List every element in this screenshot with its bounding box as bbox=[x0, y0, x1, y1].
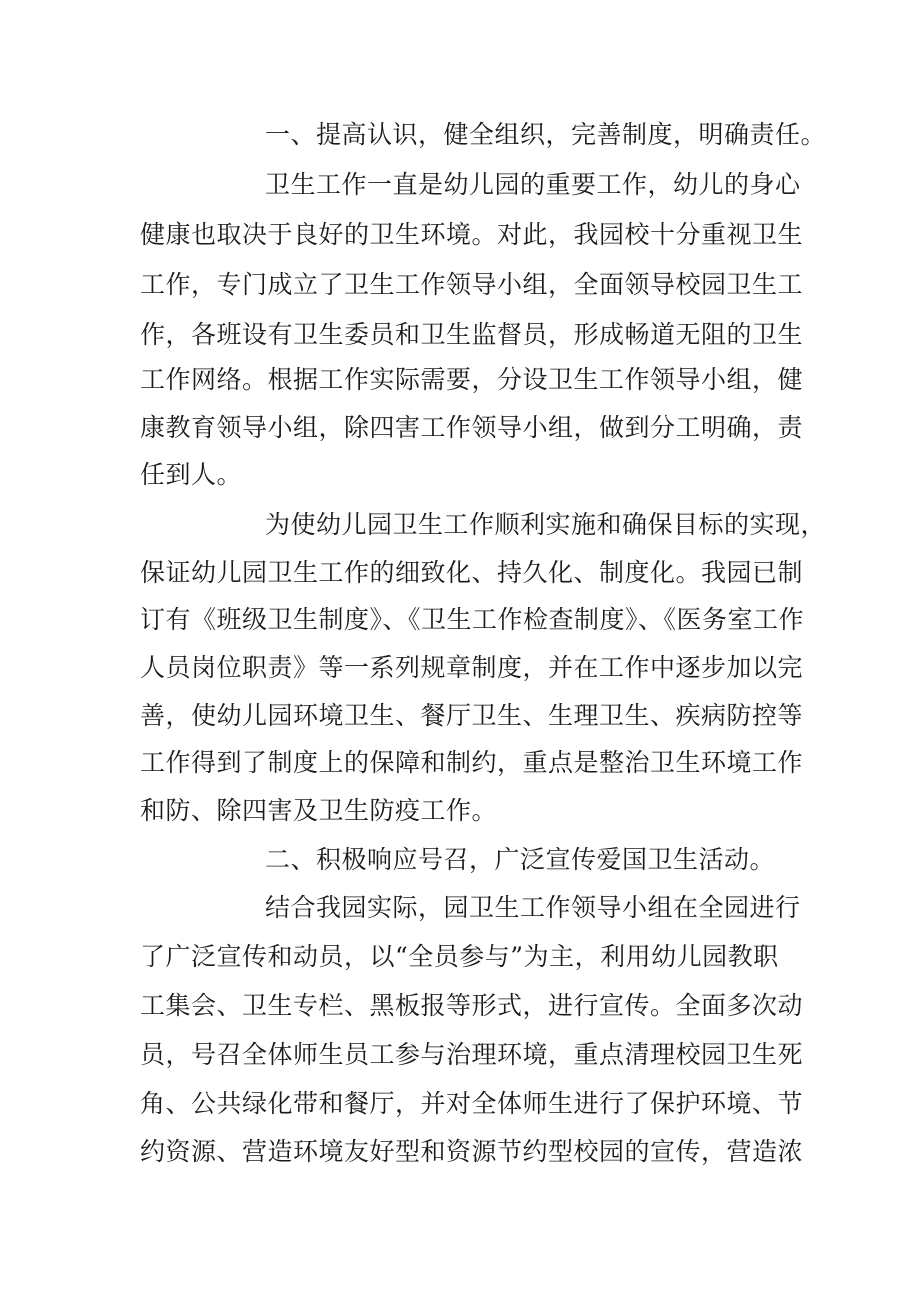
paragraph-line: 健康也取决于良好的卫生环境。对此，我园校十分重视卫生 bbox=[140, 220, 804, 249]
paragraph-line: 卫生工作一直是幼儿园的重要工作，幼儿的身心 bbox=[265, 170, 801, 199]
section-heading-1: 一、提高认识，健全组织，完善制度，明确责任。 bbox=[265, 120, 827, 149]
paragraph-line: 和防、除四害及卫生防疫工作。 bbox=[140, 796, 498, 825]
paragraph-line: 约资源、营造环境友好型和资源节约型校园的宣传，营造浓 bbox=[140, 1137, 804, 1166]
paragraph-line: 善，使幼儿园环境卫生、餐厅卫生、生理卫生、疾病防控等 bbox=[140, 701, 804, 730]
paragraph-line: 了广泛宣传和动员，以“全员参与”为主，利用幼儿园教职 bbox=[140, 942, 779, 971]
paragraph-line: 结合我园实际，园卫生工作领导小组在全园进行 bbox=[265, 893, 801, 922]
paragraph-line: 任到人。 bbox=[140, 460, 243, 489]
paragraph-line: 康教育领导小组，除四害工作领导小组，做到分工明确，责 bbox=[140, 413, 804, 442]
paragraph-line: 工作，专门成立了卫生工作领导小组，全面领导校园卫生工 bbox=[140, 270, 804, 299]
paragraph-line: 作，各班设有卫生委员和卫生监督员，形成畅道无阻的卫生 bbox=[140, 320, 804, 349]
paragraph-line: 人员岗位职责》等一系列规章制度，并在工作中逐步加以完 bbox=[140, 653, 804, 682]
paragraph-line: 为使幼儿园卫生工作顺利实施和确保目标的实现， bbox=[265, 510, 827, 539]
paragraph-line: 员，号召全体师生员工参与治理环境，重点清理校园卫生死 bbox=[140, 1040, 804, 1069]
paragraph-line: 保证幼儿园卫生工作的细致化、持久化、制度化。我园已制 bbox=[140, 558, 804, 587]
paragraph-line: 工作得到了制度上的保障和制约，重点是整治卫生环境工作 bbox=[140, 748, 804, 777]
section-heading-2: 二、积极响应号召，广泛宣传爱国卫生活动。 bbox=[265, 845, 776, 874]
paragraph-line: 角、公共绿化带和餐厅，并对全体师生进行了保护环境、节 bbox=[140, 1089, 804, 1118]
paragraph-line: 订有《班级卫生制度》、《卫生工作检查制度》、《医务室工作 bbox=[140, 605, 805, 634]
paragraph-line: 工作网络。根据工作实际需要，分设卫生工作领导小组，健 bbox=[140, 365, 804, 394]
paragraph-line: 工集会、卫生专栏、黑板报等形式，进行宣传。全面多次动 bbox=[140, 991, 804, 1020]
